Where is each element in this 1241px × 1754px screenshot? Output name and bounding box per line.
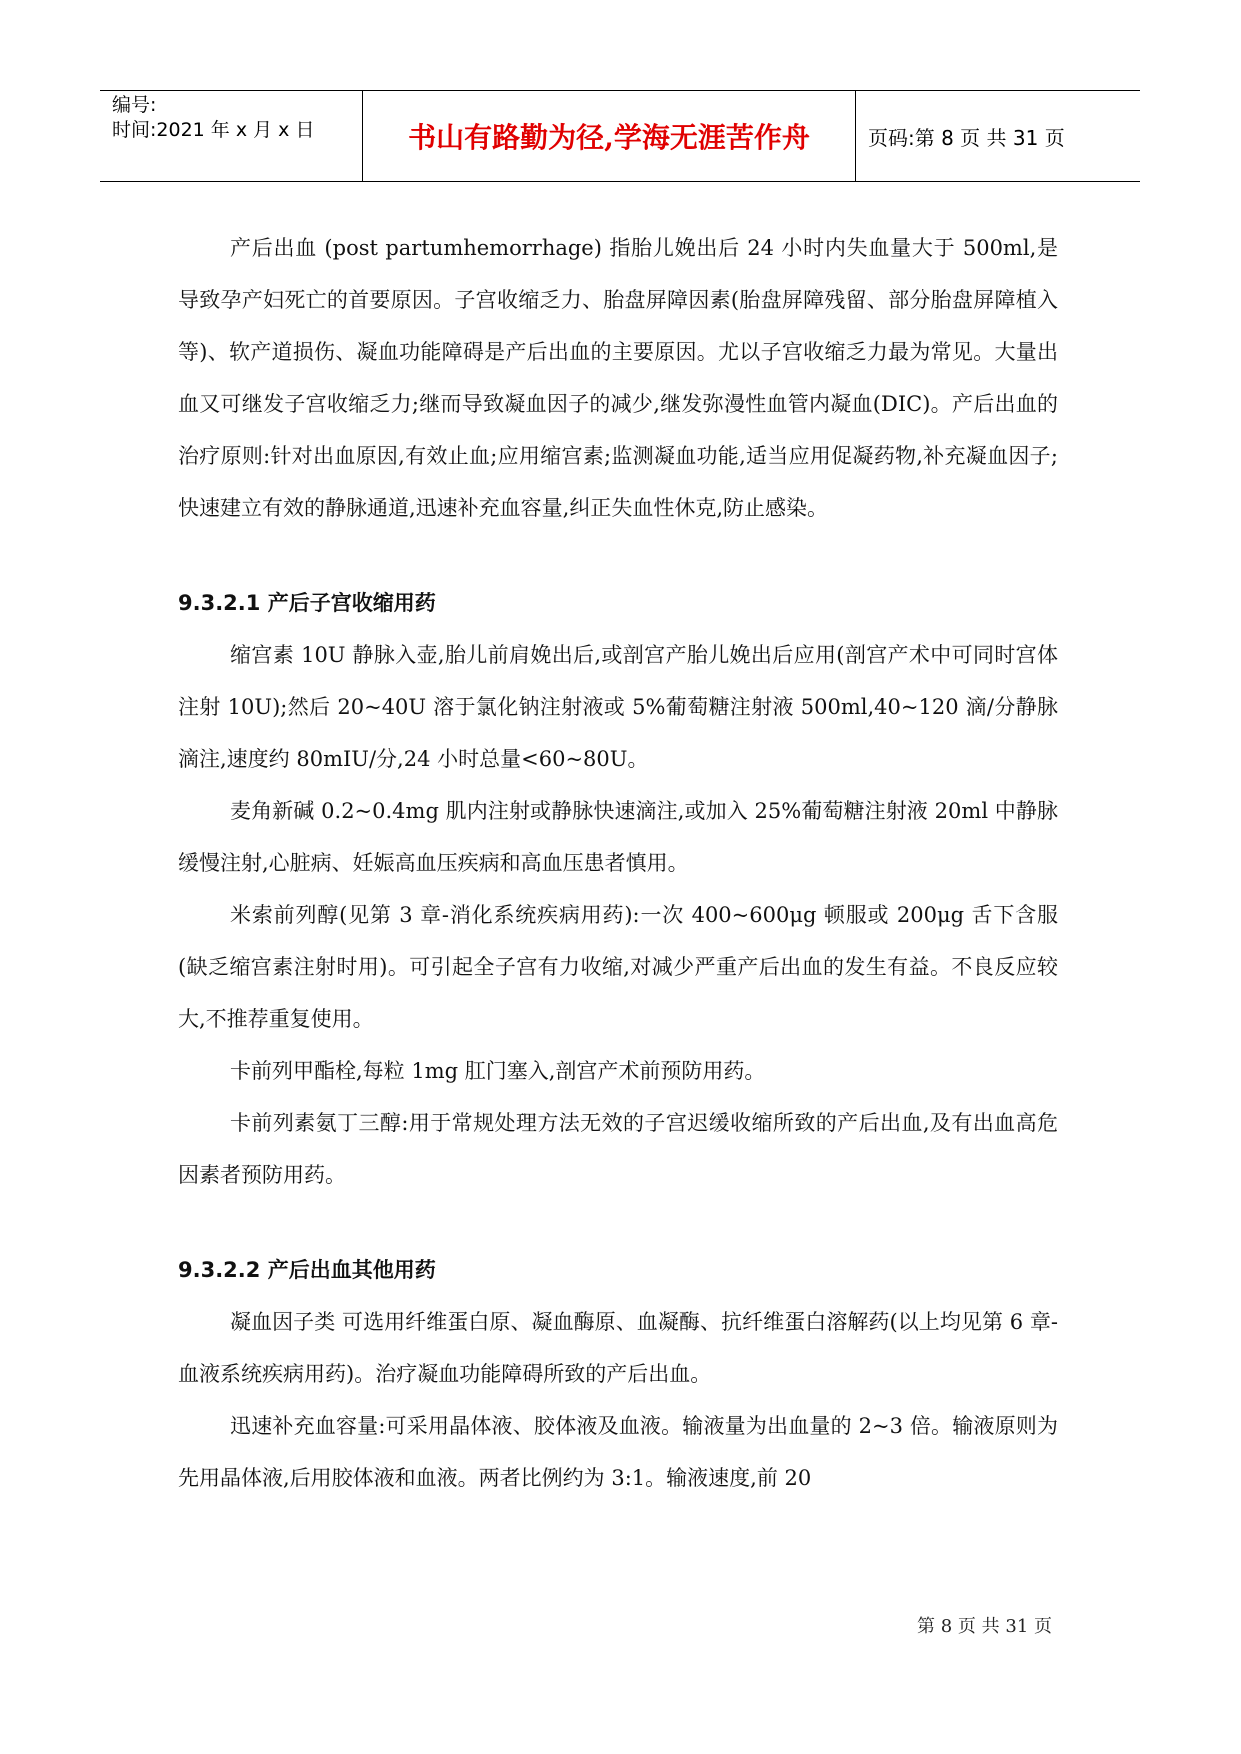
document-body [178,222,1058,1504]
paragraph-ergometrine: 麦角新碱 0.2~0.4mg 肌内注射或静脉快速滴注,或加入 25%葡萄糖注射液 20ml 中静脉缓慢注射,心脏病、妊娠高血压疾病和高血压患者慎用。 [178,799,1058,875]
intro-paragraph: 产后出血 (post partumhemorrhage) 指胎儿娩出后 24 小时内失血量大于 500ml,是导致孕产妇死亡的首要原因。子宫收缩乏力、胎盘屏障因素(胎盘屏障残留、部分胎盘屏障植入等)、软产道损伤、凝血功能障碍是产后出血的主要原因。尤以子宫收缩乏力最为常见。大量出血又可继发子宫收缩乏力;继而导致凝血因子的减少,继发弥漫性血管内凝血(DIC)。产后出血的治疗原则:针对出血原因,有效止血;应用缩宫素;监测凝血功能,适当应用促凝药物,补充凝血因子;快速建立有效的静脉通道,迅速补充血容量,纠正失血性休克,防止感染。 [178,236,1058,520]
section-heading-other-drugs: 9.3.2.2 产后出血其他用药 [178,1258,436,1282]
header-page-info: 页码:第 8 页 共 31 页 [868,125,1065,150]
header-motto: 书山有路勤为径,学海无涯苦作舟 [363,91,856,181]
section-heading-uterine-contraction: 9.3.2.1 产后子宫收缩用药 [178,591,436,615]
header-meta [100,91,363,181]
page-header [100,90,1140,182]
paragraph-misoprostol: 米索前列醇(见第 3 章-消化系统疾病用药):一次 400~600μg 顿服或 200μg 舌下含服(缺乏缩宫素注射时用)。可引起全子宫有力收缩,对减少严重产后出血的发生有益。不良反应较大,不推荐重复使用。 [178,903,1058,1031]
paragraph-oxytocin: 缩宫素 10U 静脉入壶,胎儿前肩娩出后,或剖宫产胎儿娩出后应用(剖宫产术中可同时宫体注射 10U);然后 20~40U 溶于氯化钠注射液或 5%葡萄糖注射液 500ml,40~120 滴/分静脉滴注,速度约 80mIU/分,24 小时总量<60~80U。 [178,643,1058,771]
page-footer: 第 8 页 共 31 页 [917,1616,1052,1637]
paragraph-volume-replacement: 迅速补充血容量:可采用晶体液、胶体液及血液。输液量为出血量的 2~3 倍。输液原则为先用晶体液,后用胶体液和血液。两者比例约为 3:1。输液速度,前 20 [178,1414,1058,1490]
time-label: 时间:2021 年 x 月 x 日 [112,119,315,141]
number-label: 编号: [112,94,157,116]
paragraph-carboprost-methylate: 卡前列甲酯栓,每粒 1mg 肛门塞入,剖宫产术前预防用药。 [230,1059,766,1083]
paragraph-coagulation-factors: 凝血因子类 可选用纤维蛋白原、凝血酶原、血凝酶、抗纤维蛋白溶解药(以上均见第 6 章-血液系统疾病用药)。治疗凝血功能障碍所致的产后出血。 [178,1310,1058,1386]
paragraph-carboprost-tromethamine: 卡前列素氨丁三醇:用于常规处理方法无效的子宫迟缓收缩所致的产后出血,及有出血高危因素者预防用药。 [178,1111,1058,1187]
